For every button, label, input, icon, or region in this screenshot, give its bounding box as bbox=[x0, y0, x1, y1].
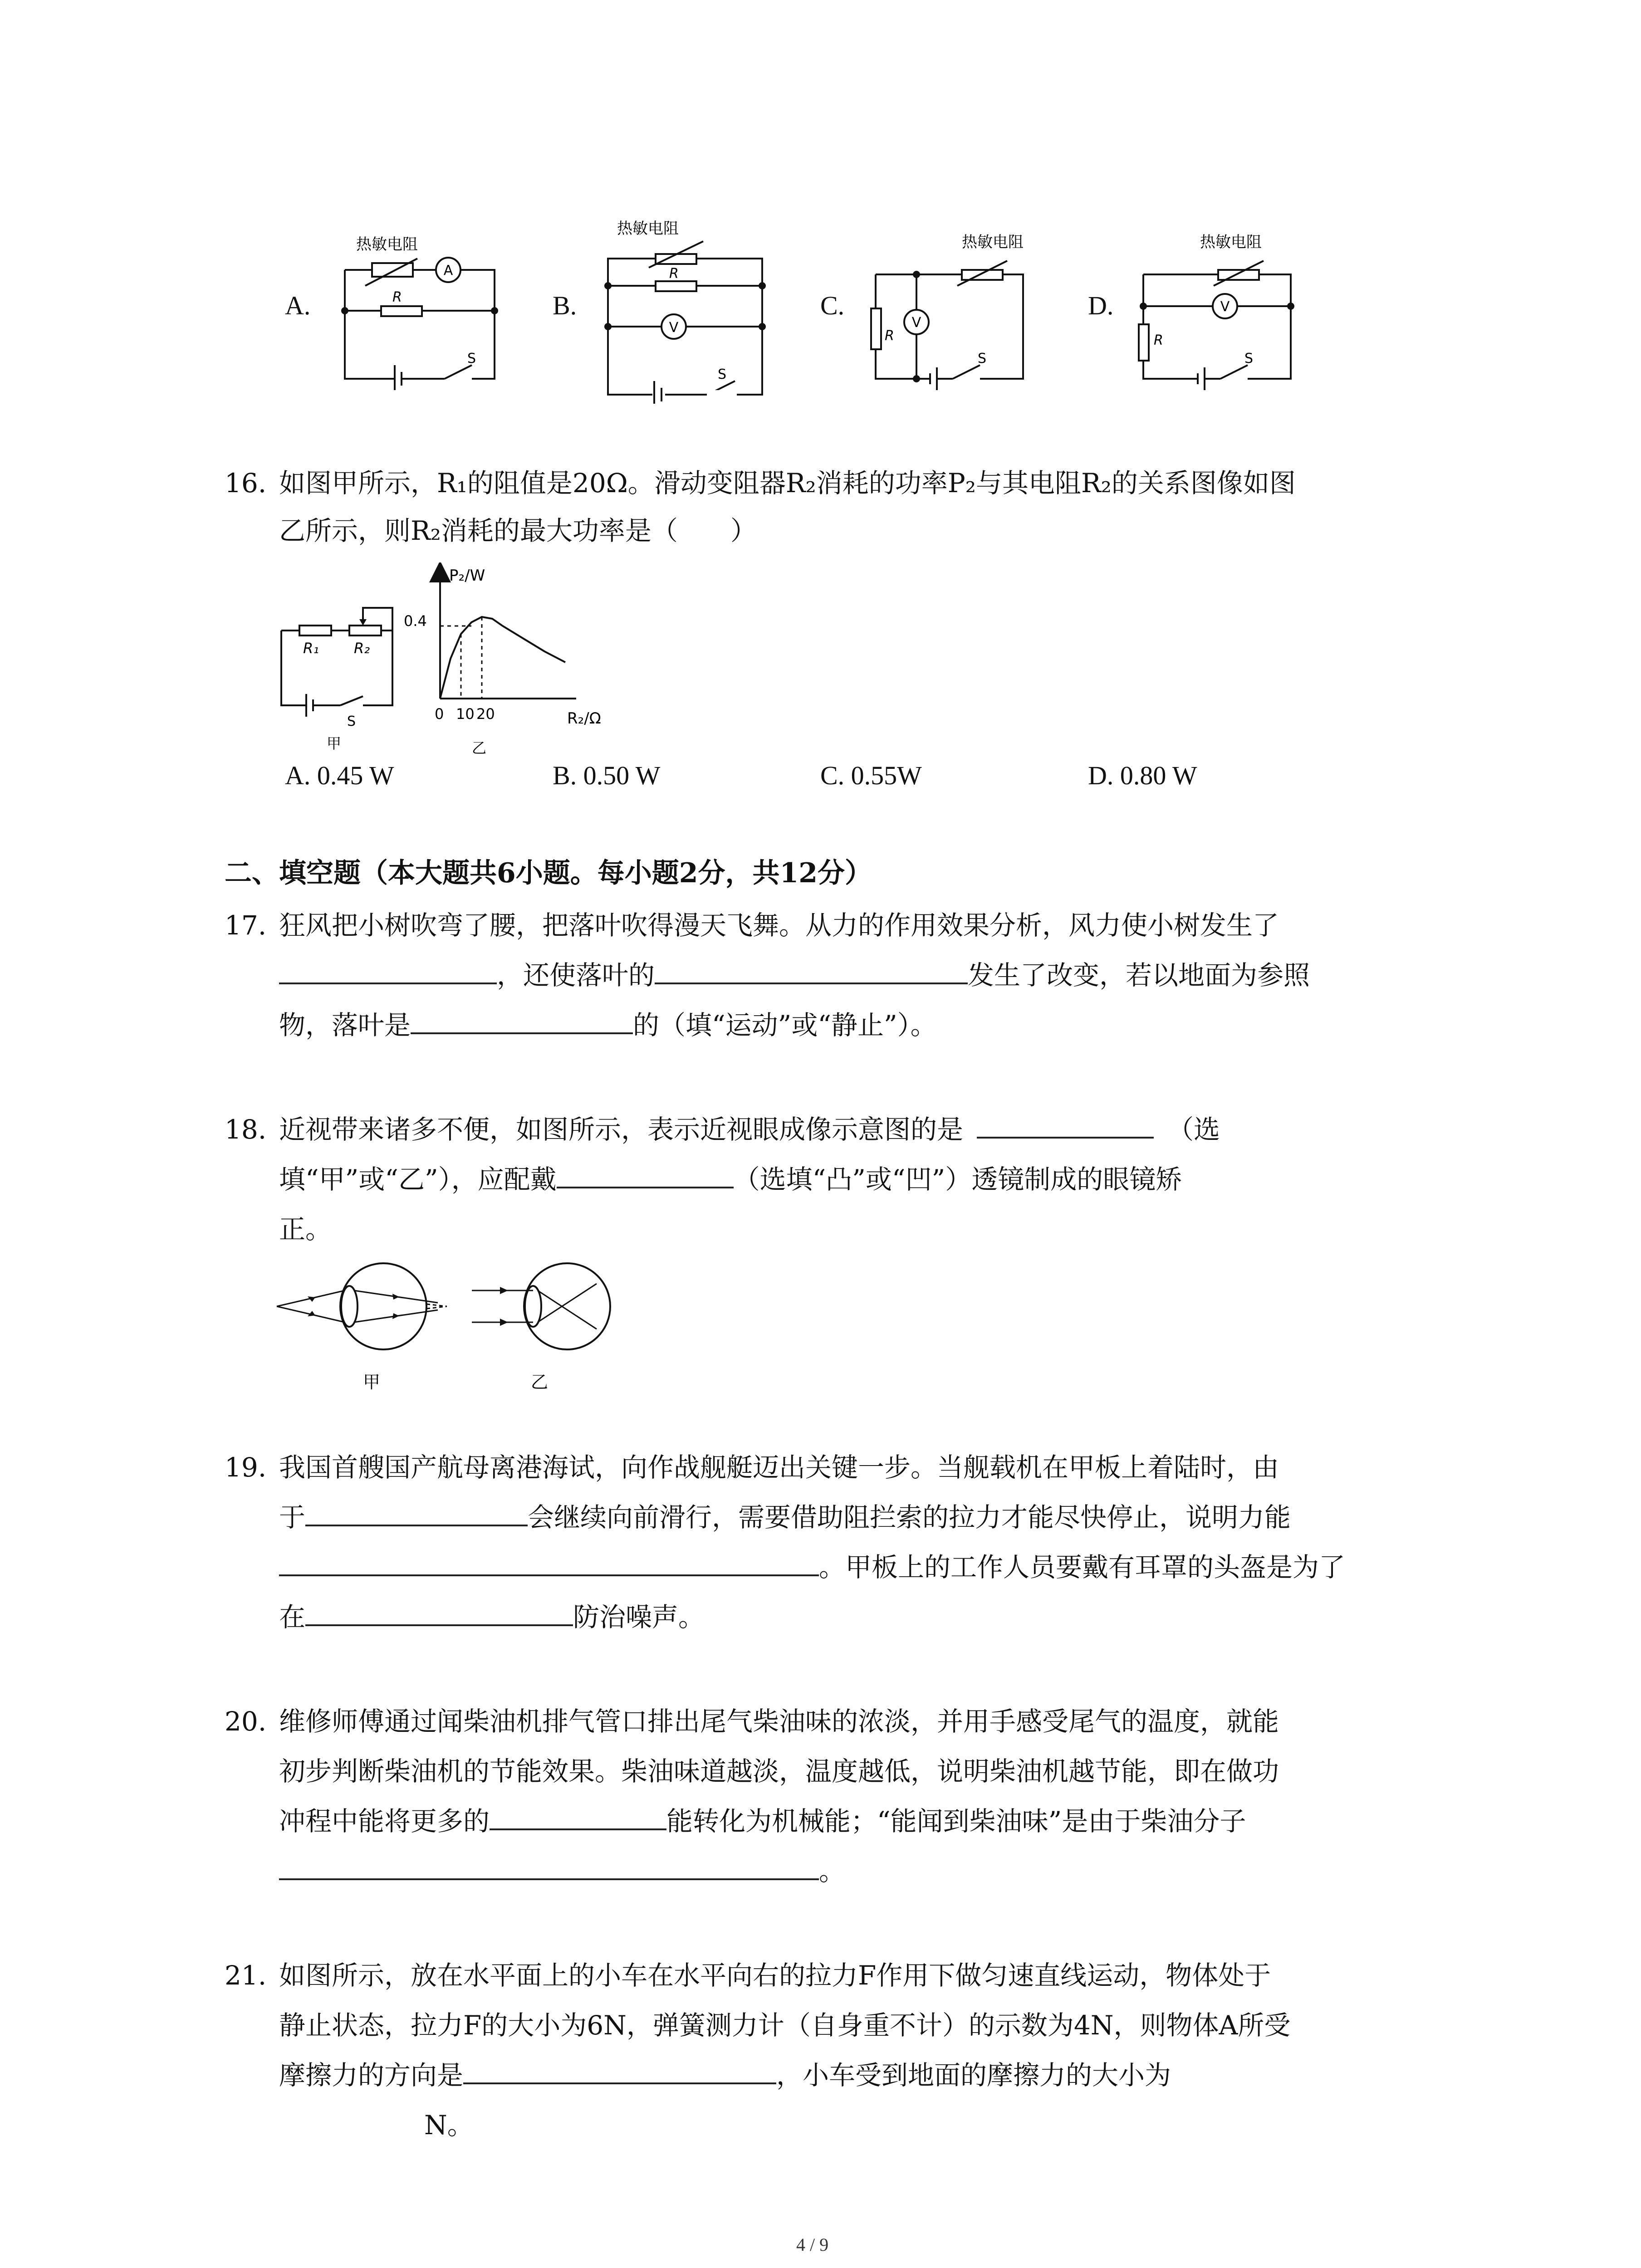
eye-diagram-jia bbox=[272, 1261, 463, 1397]
q15-option-d: D. bbox=[1088, 291, 1114, 320]
q17-line2: ，还使落叶的 发生了改变，若以地面为参照 bbox=[279, 950, 1310, 1000]
q15-option-a: A. bbox=[285, 291, 311, 320]
q16-option-a: A. 0.45 W bbox=[285, 761, 394, 790]
q18-line2: 填“甲”或“乙”），应配戴 （选填“凸”或“凹”）透镜制成的眼镜矫 bbox=[279, 1154, 1182, 1204]
answer-blank[interactable] bbox=[279, 1545, 819, 1576]
voltmeter-label: V bbox=[1220, 299, 1230, 315]
x-tick-label: 20 bbox=[476, 705, 495, 723]
q16-option-c: C. 0.55W bbox=[820, 761, 922, 790]
q19-line4: 在 防治噪声。 bbox=[279, 1592, 705, 1642]
circuit-b-diagram bbox=[599, 213, 780, 404]
switch-label: S bbox=[718, 367, 727, 382]
r0-label: R bbox=[1154, 332, 1163, 348]
q17-line3: 物，落叶是 的（填“运动”或“静止”）。 bbox=[279, 1000, 937, 1050]
figure-caption-yi: 乙 bbox=[472, 739, 487, 757]
section-title: 二、填空题（本大题共6小题。每小题2分，共12分） bbox=[225, 857, 872, 889]
q19-number: 19. bbox=[225, 1452, 267, 1483]
switch-label: S bbox=[467, 351, 476, 367]
answer-blank[interactable] bbox=[557, 1158, 734, 1188]
q20-line1: 维修师傅通过闻柴油机排气管口排出尾气柴油味的浓淡，并用手感受尾气的温度，就能 bbox=[279, 1706, 1279, 1737]
eye-diagram-yi bbox=[467, 1261, 631, 1397]
q17-number: 17. bbox=[225, 910, 267, 941]
answer-blank[interactable] bbox=[305, 1496, 528, 1526]
ammeter-label: A bbox=[443, 263, 453, 279]
q16-line1: 如图甲所示，R₁的阻值是20Ω。滑动变阻器R₂消耗的功率P₂与其电阻R₂的关系图像如图 bbox=[279, 468, 1296, 499]
q16-number: 16. bbox=[225, 468, 267, 499]
figure-caption-jia: 甲 bbox=[327, 735, 342, 752]
page-number: 4 / 9 bbox=[796, 2234, 829, 2255]
answer-blank[interactable] bbox=[279, 2103, 424, 2134]
voltmeter-label: V bbox=[669, 320, 679, 336]
y-axis-label: P₂/W bbox=[449, 567, 485, 585]
switch-label: S bbox=[978, 351, 987, 367]
q19-line2: 于 会继续向前滑行，需要借助阻拦索的拉力才能尽快停止，说明力能 bbox=[279, 1492, 1291, 1542]
answer-blank[interactable] bbox=[655, 953, 968, 984]
q21-line4: N。 bbox=[279, 2100, 474, 2150]
circuit-a-diagram bbox=[331, 227, 522, 390]
q20-line2: 初步判断柴油机的节能效果。柴油味道越淡，温度越低，说明柴油机越节能，即在做功 bbox=[279, 1756, 1279, 1787]
q18-line3: 正。 bbox=[279, 1214, 332, 1245]
r0-label: R bbox=[669, 266, 679, 282]
r2-label: R₂ bbox=[354, 640, 370, 657]
figure-caption-yi: 乙 bbox=[531, 1372, 549, 1392]
y-tick-label: 0.4 bbox=[404, 612, 427, 630]
q19-line1: 我国首艘国产航母离港海试，向作战舰艇迈出关键一步。当舰载机在甲板上着陆时，由 bbox=[279, 1452, 1279, 1483]
q17-line1: 狂风把小树吹弯了腰，把落叶吹得漫天飞舞。从力的作用效果分析，风力使小树发生了 bbox=[279, 910, 1279, 941]
r0-label: R bbox=[885, 328, 894, 344]
switch-label: S bbox=[347, 714, 356, 729]
q19-line3: 。甲板上的工作人员要戴有耳罩的头盔是为了 bbox=[279, 1542, 1345, 1592]
q20-line4: 。 bbox=[279, 1846, 845, 1896]
voltmeter-label: V bbox=[911, 315, 921, 331]
figure-caption-jia: 甲 bbox=[363, 1372, 381, 1392]
answer-blank[interactable] bbox=[411, 1003, 633, 1034]
x-tick-label: 10 bbox=[456, 705, 475, 723]
q16-line2: 乙所示，则R₂消耗的最大功率是（ ） bbox=[279, 515, 757, 546]
q20-number: 20. bbox=[225, 1706, 267, 1737]
q21-line1: 如图所示，放在水平面上的小车在水平向右的拉力F作用下做匀速直线运动，物体处于 bbox=[279, 1960, 1271, 1991]
x-axis-label: R₂/Ω bbox=[567, 709, 601, 728]
q18-line1: 近视带来诸多不便，如图所示，表示近视眼成像示意图的是 （选 bbox=[279, 1105, 1220, 1154]
answer-blank[interactable] bbox=[977, 1108, 1154, 1139]
thermistor-label: 热敏电阻 bbox=[1200, 233, 1262, 251]
q18-number: 18. bbox=[225, 1114, 267, 1145]
power-curve bbox=[440, 617, 565, 699]
q16-circuit-diagram bbox=[272, 603, 408, 753]
q20-line3: 冲程中能将更多的 能转化为机械能；“能闻到柴油味”是由于柴油分子 bbox=[279, 1796, 1246, 1846]
switch-label: S bbox=[1244, 351, 1254, 367]
thermistor-label: 热敏电阻 bbox=[962, 233, 1024, 251]
answer-blank[interactable] bbox=[305, 1595, 573, 1626]
answer-blank[interactable] bbox=[279, 1849, 819, 1880]
answer-blank[interactable] bbox=[490, 1799, 666, 1830]
q15-option-c: C. bbox=[820, 291, 845, 320]
answer-blank[interactable] bbox=[463, 2053, 776, 2084]
q16-power-graph bbox=[404, 562, 658, 762]
q16-option-d: D. 0.80 W bbox=[1088, 761, 1197, 790]
circuit-c-diagram bbox=[869, 229, 1059, 392]
circuit-d-diagram bbox=[1136, 229, 1318, 392]
r0-label: R bbox=[392, 289, 402, 305]
q21-line3: 摩擦力的方向是 ，小车受到地面的摩擦力的大小为 bbox=[279, 2050, 1171, 2100]
answer-blank[interactable] bbox=[279, 953, 497, 984]
q21-line2: 静止状态，拉力F的大小为6N，弹簧测力计（自身重不计）的示数为4N，则物体A所受 bbox=[279, 2010, 1291, 2041]
q21-number: 21. bbox=[225, 1960, 267, 1991]
x-tick-label: 0 bbox=[435, 705, 444, 723]
thermistor-label: 热敏电阻 bbox=[356, 235, 418, 254]
thermistor-label: 热敏电阻 bbox=[617, 220, 679, 238]
q15-option-b: B. bbox=[553, 291, 577, 320]
q16-option-b: B. 0.50 W bbox=[553, 761, 661, 790]
r1-label: R₁ bbox=[303, 640, 319, 657]
